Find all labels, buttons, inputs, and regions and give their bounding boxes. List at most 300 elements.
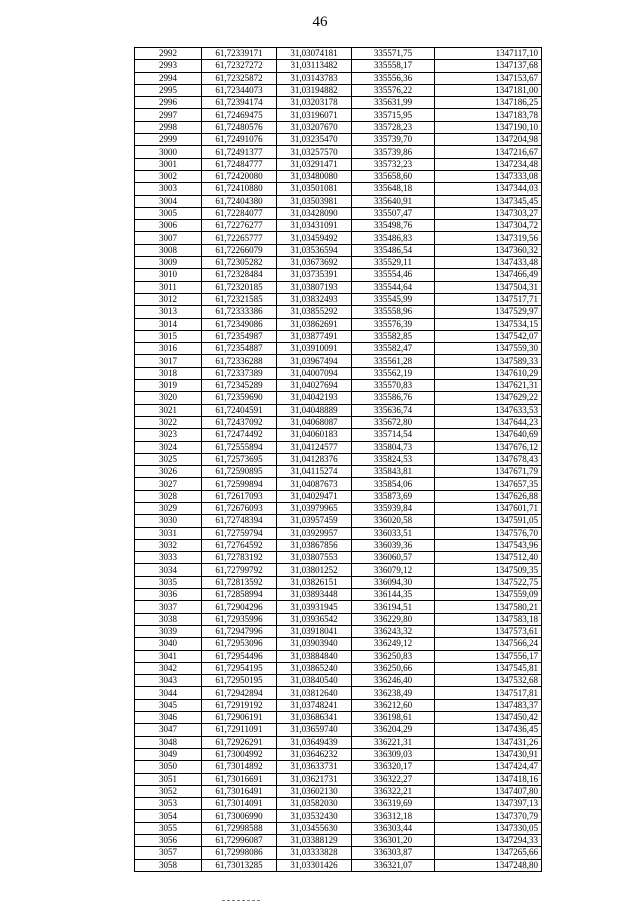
longitude-cell: 31,03196071 bbox=[277, 109, 352, 121]
table-row bbox=[135, 306, 542, 318]
table-row bbox=[135, 748, 542, 760]
y-coordinate-cell: 1347433,48 bbox=[435, 257, 542, 269]
y-coordinate-cell: 1347589,33 bbox=[435, 355, 542, 367]
table-row bbox=[135, 170, 542, 182]
table-row bbox=[135, 330, 542, 342]
latitude-cell: 61,72333386 bbox=[202, 306, 277, 318]
table-row bbox=[135, 724, 542, 736]
point-number-cell: 3023 bbox=[135, 429, 202, 441]
y-coordinate-cell: 1347216,67 bbox=[435, 146, 542, 158]
x-coordinate-cell: 335939,84 bbox=[352, 502, 435, 514]
x-coordinate-cell: 335843,81 bbox=[352, 466, 435, 478]
longitude-cell: 31,03646232 bbox=[277, 748, 352, 760]
x-coordinate-cell: 335576,39 bbox=[352, 318, 435, 330]
table-row bbox=[135, 220, 542, 232]
longitude-cell: 31,03884840 bbox=[277, 650, 352, 662]
point-number-cell: 3020 bbox=[135, 392, 202, 404]
x-coordinate-cell: 336144,35 bbox=[352, 589, 435, 601]
x-coordinate-cell: 336319,69 bbox=[352, 798, 435, 810]
latitude-cell: 61,72491377 bbox=[202, 146, 277, 158]
y-coordinate-cell: 1347601,71 bbox=[435, 502, 542, 514]
y-coordinate-cell: 1347621,31 bbox=[435, 380, 542, 392]
y-coordinate-cell: 1347556,17 bbox=[435, 650, 542, 662]
latitude-cell: 61,73014892 bbox=[202, 761, 277, 773]
point-number-cell: 3041 bbox=[135, 650, 202, 662]
x-coordinate-cell: 336303,44 bbox=[352, 822, 435, 834]
longitude-cell: 31,03867856 bbox=[277, 539, 352, 551]
x-coordinate-cell: 336212,60 bbox=[352, 699, 435, 711]
longitude-cell: 31,04007094 bbox=[277, 367, 352, 379]
x-coordinate-cell: 335631,99 bbox=[352, 97, 435, 109]
point-number-cell: 3047 bbox=[135, 724, 202, 736]
point-number-cell: 3057 bbox=[135, 847, 202, 859]
longitude-cell: 31,03893448 bbox=[277, 589, 352, 601]
point-number-cell: 3016 bbox=[135, 343, 202, 355]
point-number-cell: 3030 bbox=[135, 515, 202, 527]
point-number-cell: 3043 bbox=[135, 675, 202, 687]
point-number-cell: 3044 bbox=[135, 687, 202, 699]
latitude-cell: 61,73014091 bbox=[202, 798, 277, 810]
x-coordinate-cell: 336246,40 bbox=[352, 675, 435, 687]
x-coordinate-cell: 336250,83 bbox=[352, 650, 435, 662]
x-coordinate-cell: 335529,11 bbox=[352, 257, 435, 269]
y-coordinate-cell: 1347532,68 bbox=[435, 675, 542, 687]
point-number-cell: 3034 bbox=[135, 564, 202, 576]
point-number-cell: 3037 bbox=[135, 601, 202, 613]
y-coordinate-cell: 1347397,13 bbox=[435, 798, 542, 810]
latitude-cell: 61,72748394 bbox=[202, 515, 277, 527]
point-number-cell: 2995 bbox=[135, 84, 202, 96]
latitude-cell: 61,72344073 bbox=[202, 84, 277, 96]
longitude-cell: 31,03428090 bbox=[277, 207, 352, 219]
x-coordinate-cell: 336303,87 bbox=[352, 847, 435, 859]
table-row bbox=[135, 625, 542, 637]
point-number-cell: 3056 bbox=[135, 835, 202, 847]
longitude-cell: 31,03807193 bbox=[277, 281, 352, 293]
point-number-cell: 3028 bbox=[135, 490, 202, 502]
point-number-cell: 3031 bbox=[135, 527, 202, 539]
x-coordinate-cell: 336249,12 bbox=[352, 638, 435, 650]
table-row bbox=[135, 244, 542, 256]
y-coordinate-cell: 1347629,22 bbox=[435, 392, 542, 404]
latitude-cell: 61,73004992 bbox=[202, 748, 277, 760]
longitude-cell: 31,04060183 bbox=[277, 429, 352, 441]
x-coordinate-cell: 335582,47 bbox=[352, 343, 435, 355]
longitude-cell: 31,03903940 bbox=[277, 638, 352, 650]
x-coordinate-cell: 335636,74 bbox=[352, 404, 435, 416]
point-number-cell: 2996 bbox=[135, 97, 202, 109]
latitude-cell: 61,72947996 bbox=[202, 625, 277, 637]
y-coordinate-cell: 1347559,09 bbox=[435, 589, 542, 601]
longitude-cell: 31,03748241 bbox=[277, 699, 352, 711]
longitude-cell: 31,03301426 bbox=[277, 859, 352, 871]
x-coordinate-cell: 335854,06 bbox=[352, 478, 435, 490]
longitude-cell: 31,03865240 bbox=[277, 662, 352, 674]
longitude-cell: 31,04128376 bbox=[277, 453, 352, 465]
x-coordinate-cell: 336250,66 bbox=[352, 662, 435, 674]
latitude-cell: 61,72337389 bbox=[202, 367, 277, 379]
table-row bbox=[135, 207, 542, 219]
y-coordinate-cell: 1347483,37 bbox=[435, 699, 542, 711]
y-coordinate-cell: 1347543,96 bbox=[435, 539, 542, 551]
table-row bbox=[135, 232, 542, 244]
x-coordinate-cell: 335561,28 bbox=[352, 355, 435, 367]
y-coordinate-cell: 1347644,23 bbox=[435, 416, 542, 428]
longitude-cell: 31,03910091 bbox=[277, 343, 352, 355]
point-number-cell: 3045 bbox=[135, 699, 202, 711]
x-coordinate-cell: 335545,99 bbox=[352, 293, 435, 305]
x-coordinate-cell: 335576,22 bbox=[352, 84, 435, 96]
longitude-cell: 31,03291471 bbox=[277, 158, 352, 170]
point-number-cell: 3013 bbox=[135, 306, 202, 318]
y-coordinate-cell: 1347294,33 bbox=[435, 835, 542, 847]
x-coordinate-cell: 335571,75 bbox=[352, 48, 435, 60]
latitude-cell: 61,72480576 bbox=[202, 121, 277, 133]
longitude-cell: 31,04124577 bbox=[277, 441, 352, 453]
y-coordinate-cell: 1347450,42 bbox=[435, 712, 542, 724]
y-coordinate-cell: 1347640,69 bbox=[435, 429, 542, 441]
longitude-cell: 31,03877491 bbox=[277, 330, 352, 342]
x-coordinate-cell: 335507,47 bbox=[352, 207, 435, 219]
table-row bbox=[135, 158, 542, 170]
table-row bbox=[135, 97, 542, 109]
point-number-cell: 3038 bbox=[135, 613, 202, 625]
table-row bbox=[135, 687, 542, 699]
point-number-cell: 2993 bbox=[135, 60, 202, 72]
y-coordinate-cell: 1347512,40 bbox=[435, 552, 542, 564]
longitude-cell: 31,03673692 bbox=[277, 257, 352, 269]
x-coordinate-cell: 335558,96 bbox=[352, 306, 435, 318]
latitude-cell: 61,72437092 bbox=[202, 416, 277, 428]
table-row bbox=[135, 736, 542, 748]
y-coordinate-cell: 1347542,07 bbox=[435, 330, 542, 342]
longitude-cell: 31,03659740 bbox=[277, 724, 352, 736]
longitude-cell: 31,03936542 bbox=[277, 613, 352, 625]
table-row bbox=[135, 564, 542, 576]
longitude-cell: 31,03257570 bbox=[277, 146, 352, 158]
table-row bbox=[135, 343, 542, 355]
y-coordinate-cell: 1347234,48 bbox=[435, 158, 542, 170]
latitude-cell: 61,73006990 bbox=[202, 810, 277, 822]
y-coordinate-cell: 1347580,21 bbox=[435, 601, 542, 613]
point-number-cell: 3014 bbox=[135, 318, 202, 330]
y-coordinate-cell: 1347204,98 bbox=[435, 134, 542, 146]
table-row bbox=[135, 539, 542, 551]
latitude-cell: 61,72354987 bbox=[202, 330, 277, 342]
x-coordinate-cell: 335658,60 bbox=[352, 170, 435, 182]
table-row bbox=[135, 835, 542, 847]
longitude-cell: 31,03459492 bbox=[277, 232, 352, 244]
longitude-cell: 31,04048889 bbox=[277, 404, 352, 416]
latitude-cell: 61,72676093 bbox=[202, 502, 277, 514]
x-coordinate-cell: 336301,20 bbox=[352, 835, 435, 847]
x-coordinate-cell: 336033,51 bbox=[352, 527, 435, 539]
y-coordinate-cell: 1347676,12 bbox=[435, 441, 542, 453]
table-row bbox=[135, 589, 542, 601]
latitude-cell: 61,72998086 bbox=[202, 847, 277, 859]
longitude-cell: 31,03686341 bbox=[277, 712, 352, 724]
latitude-cell: 61,72305282 bbox=[202, 257, 277, 269]
y-coordinate-cell: 1347626,88 bbox=[435, 490, 542, 502]
longitude-cell: 31,03832493 bbox=[277, 293, 352, 305]
latitude-cell: 61,72906191 bbox=[202, 712, 277, 724]
x-coordinate-cell: 335728,23 bbox=[352, 121, 435, 133]
longitude-cell: 31,03602130 bbox=[277, 785, 352, 797]
latitude-cell: 61,72954496 bbox=[202, 650, 277, 662]
longitude-cell: 31,04115274 bbox=[277, 466, 352, 478]
point-number-cell: 3025 bbox=[135, 453, 202, 465]
y-coordinate-cell: 1347186,25 bbox=[435, 97, 542, 109]
latitude-cell: 61,72953096 bbox=[202, 638, 277, 650]
latitude-cell: 61,72904296 bbox=[202, 601, 277, 613]
point-number-cell: 3015 bbox=[135, 330, 202, 342]
x-coordinate-cell: 335498,76 bbox=[352, 220, 435, 232]
longitude-cell: 31,03207670 bbox=[277, 121, 352, 133]
table-row bbox=[135, 121, 542, 133]
y-coordinate-cell: 1347304,72 bbox=[435, 220, 542, 232]
table-row bbox=[135, 146, 542, 158]
longitude-cell: 31,03931945 bbox=[277, 601, 352, 613]
point-number-cell: 3003 bbox=[135, 183, 202, 195]
x-coordinate-cell: 335554,46 bbox=[352, 269, 435, 281]
latitude-cell: 61,72491076 bbox=[202, 134, 277, 146]
longitude-cell: 31,03918041 bbox=[277, 625, 352, 637]
x-coordinate-cell: 335558,17 bbox=[352, 60, 435, 72]
y-coordinate-cell: 1347566,24 bbox=[435, 638, 542, 650]
longitude-cell: 31,03967494 bbox=[277, 355, 352, 367]
y-coordinate-cell: 1347504,31 bbox=[435, 281, 542, 293]
longitude-cell: 31,04068087 bbox=[277, 416, 352, 428]
table-row bbox=[135, 380, 542, 392]
x-coordinate-cell: 336320,17 bbox=[352, 761, 435, 773]
latitude-cell: 61,72354887 bbox=[202, 343, 277, 355]
bottom-scan-mark bbox=[222, 900, 260, 901]
point-number-cell: 3018 bbox=[135, 367, 202, 379]
point-number-cell: 3048 bbox=[135, 736, 202, 748]
table-row bbox=[135, 699, 542, 711]
table-row bbox=[135, 478, 542, 490]
point-number-cell: 3017 bbox=[135, 355, 202, 367]
point-number-cell: 3024 bbox=[135, 441, 202, 453]
table-row bbox=[135, 441, 542, 453]
latitude-cell: 61,72813592 bbox=[202, 576, 277, 588]
y-coordinate-cell: 1347610,29 bbox=[435, 367, 542, 379]
point-number-cell: 3007 bbox=[135, 232, 202, 244]
y-coordinate-cell: 1347330,05 bbox=[435, 822, 542, 834]
y-coordinate-cell: 1347265,66 bbox=[435, 847, 542, 859]
point-number-cell: 3055 bbox=[135, 822, 202, 834]
longitude-cell: 31,03582030 bbox=[277, 798, 352, 810]
coordinates-table bbox=[134, 47, 542, 872]
latitude-cell: 61,72926291 bbox=[202, 736, 277, 748]
latitude-cell: 61,72919192 bbox=[202, 699, 277, 711]
latitude-cell: 61,72325872 bbox=[202, 72, 277, 84]
x-coordinate-cell: 335739,70 bbox=[352, 134, 435, 146]
point-number-cell: 3011 bbox=[135, 281, 202, 293]
table-row bbox=[135, 183, 542, 195]
y-coordinate-cell: 1347183,78 bbox=[435, 109, 542, 121]
longitude-cell: 31,03957459 bbox=[277, 515, 352, 527]
coordinates-table-body bbox=[135, 48, 542, 872]
point-number-cell: 3029 bbox=[135, 502, 202, 514]
table-row bbox=[135, 84, 542, 96]
table-row bbox=[135, 72, 542, 84]
point-number-cell: 3049 bbox=[135, 748, 202, 760]
x-coordinate-cell: 336198,61 bbox=[352, 712, 435, 724]
point-number-cell: 3001 bbox=[135, 158, 202, 170]
point-number-cell: 3005 bbox=[135, 207, 202, 219]
table-row bbox=[135, 269, 542, 281]
y-coordinate-cell: 1347671,79 bbox=[435, 466, 542, 478]
table-row bbox=[135, 613, 542, 625]
point-number-cell: 3032 bbox=[135, 539, 202, 551]
latitude-cell: 61,72404380 bbox=[202, 195, 277, 207]
point-number-cell: 3039 bbox=[135, 625, 202, 637]
latitude-cell: 61,72911091 bbox=[202, 724, 277, 736]
point-number-cell: 3027 bbox=[135, 478, 202, 490]
longitude-cell: 31,03203178 bbox=[277, 97, 352, 109]
table-row bbox=[135, 712, 542, 724]
longitude-cell: 31,03333828 bbox=[277, 847, 352, 859]
x-coordinate-cell: 336238,49 bbox=[352, 687, 435, 699]
x-coordinate-cell: 336309,03 bbox=[352, 748, 435, 760]
table-row bbox=[135, 392, 542, 404]
x-coordinate-cell: 335714,54 bbox=[352, 429, 435, 441]
point-number-cell: 3052 bbox=[135, 785, 202, 797]
longitude-cell: 31,03862691 bbox=[277, 318, 352, 330]
x-coordinate-cell: 336204,29 bbox=[352, 724, 435, 736]
y-coordinate-cell: 1347117,10 bbox=[435, 48, 542, 60]
table-row bbox=[135, 367, 542, 379]
latitude-cell: 61,72276277 bbox=[202, 220, 277, 232]
point-number-cell: 2994 bbox=[135, 72, 202, 84]
latitude-cell: 61,73016491 bbox=[202, 785, 277, 797]
x-coordinate-cell: 336322,27 bbox=[352, 773, 435, 785]
y-coordinate-cell: 1347522,75 bbox=[435, 576, 542, 588]
x-coordinate-cell: 336312,18 bbox=[352, 810, 435, 822]
longitude-cell: 31,03074181 bbox=[277, 48, 352, 60]
latitude-cell: 61,72410880 bbox=[202, 183, 277, 195]
latitude-cell: 61,72590895 bbox=[202, 466, 277, 478]
y-coordinate-cell: 1347333,08 bbox=[435, 170, 542, 182]
x-coordinate-cell: 335486,83 bbox=[352, 232, 435, 244]
table-row bbox=[135, 785, 542, 797]
y-coordinate-cell: 1347418,16 bbox=[435, 773, 542, 785]
x-coordinate-cell: 336243,32 bbox=[352, 625, 435, 637]
longitude-cell: 31,03621731 bbox=[277, 773, 352, 785]
table-row bbox=[135, 675, 542, 687]
longitude-cell: 31,03649439 bbox=[277, 736, 352, 748]
x-coordinate-cell: 335804,73 bbox=[352, 441, 435, 453]
point-number-cell: 3050 bbox=[135, 761, 202, 773]
y-coordinate-cell: 1347517,81 bbox=[435, 687, 542, 699]
point-number-cell: 2992 bbox=[135, 48, 202, 60]
longitude-cell: 31,04027694 bbox=[277, 380, 352, 392]
x-coordinate-cell: 336229,80 bbox=[352, 613, 435, 625]
table-row bbox=[135, 318, 542, 330]
x-coordinate-cell: 335570,83 bbox=[352, 380, 435, 392]
point-number-cell: 3036 bbox=[135, 589, 202, 601]
y-coordinate-cell: 1347678,43 bbox=[435, 453, 542, 465]
latitude-cell: 61,72469475 bbox=[202, 109, 277, 121]
point-number-cell: 3008 bbox=[135, 244, 202, 256]
point-number-cell: 3009 bbox=[135, 257, 202, 269]
x-coordinate-cell: 335648,18 bbox=[352, 183, 435, 195]
y-coordinate-cell: 1347431,26 bbox=[435, 736, 542, 748]
longitude-cell: 31,03855292 bbox=[277, 306, 352, 318]
x-coordinate-cell: 336060,57 bbox=[352, 552, 435, 564]
latitude-cell: 61,72764592 bbox=[202, 539, 277, 551]
latitude-cell: 61,72284077 bbox=[202, 207, 277, 219]
table-row bbox=[135, 847, 542, 859]
point-number-cell: 2997 bbox=[135, 109, 202, 121]
latitude-cell: 61,72484777 bbox=[202, 158, 277, 170]
table-row bbox=[135, 355, 542, 367]
point-number-cell: 3042 bbox=[135, 662, 202, 674]
table-row bbox=[135, 515, 542, 527]
latitude-cell: 61,72345289 bbox=[202, 380, 277, 392]
longitude-cell: 31,03501081 bbox=[277, 183, 352, 195]
latitude-cell: 61,72321585 bbox=[202, 293, 277, 305]
longitude-cell: 31,03807553 bbox=[277, 552, 352, 564]
table-row bbox=[135, 60, 542, 72]
y-coordinate-cell: 1347181,00 bbox=[435, 84, 542, 96]
longitude-cell: 31,03840540 bbox=[277, 675, 352, 687]
latitude-cell: 61,72266079 bbox=[202, 244, 277, 256]
x-coordinate-cell: 335544,64 bbox=[352, 281, 435, 293]
x-coordinate-cell: 335873,69 bbox=[352, 490, 435, 502]
table-row bbox=[135, 527, 542, 539]
y-coordinate-cell: 1347573,61 bbox=[435, 625, 542, 637]
longitude-cell: 31,03503981 bbox=[277, 195, 352, 207]
point-number-cell: 3021 bbox=[135, 404, 202, 416]
longitude-cell: 31,03113482 bbox=[277, 60, 352, 72]
page-number: 46 bbox=[312, 14, 328, 30]
point-number-cell: 3040 bbox=[135, 638, 202, 650]
point-number-cell: 3051 bbox=[135, 773, 202, 785]
latitude-cell: 61,72327272 bbox=[202, 60, 277, 72]
table-row bbox=[135, 601, 542, 613]
latitude-cell: 61,73013285 bbox=[202, 859, 277, 871]
longitude-cell: 31,03929957 bbox=[277, 527, 352, 539]
longitude-cell: 31,03812640 bbox=[277, 687, 352, 699]
y-coordinate-cell: 1347303,27 bbox=[435, 207, 542, 219]
point-number-cell: 3054 bbox=[135, 810, 202, 822]
table-row bbox=[135, 822, 542, 834]
latitude-cell: 61,72954195 bbox=[202, 662, 277, 674]
x-coordinate-cell: 335672,80 bbox=[352, 416, 435, 428]
x-coordinate-cell: 335824,53 bbox=[352, 453, 435, 465]
y-coordinate-cell: 1347370,79 bbox=[435, 810, 542, 822]
y-coordinate-cell: 1347407,80 bbox=[435, 785, 542, 797]
latitude-cell: 61,72996087 bbox=[202, 835, 277, 847]
table-row bbox=[135, 502, 542, 514]
x-coordinate-cell: 335586,76 bbox=[352, 392, 435, 404]
x-coordinate-cell: 336194,51 bbox=[352, 601, 435, 613]
y-coordinate-cell: 1347509,35 bbox=[435, 564, 542, 576]
table-row bbox=[135, 650, 542, 662]
latitude-cell: 61,72950195 bbox=[202, 675, 277, 687]
y-coordinate-cell: 1347517,71 bbox=[435, 293, 542, 305]
latitude-cell: 61,72783192 bbox=[202, 552, 277, 564]
y-coordinate-cell: 1347529,97 bbox=[435, 306, 542, 318]
y-coordinate-cell: 1347436,45 bbox=[435, 724, 542, 736]
longitude-cell: 31,04087673 bbox=[277, 478, 352, 490]
table-row bbox=[135, 662, 542, 674]
table-row bbox=[135, 453, 542, 465]
point-number-cell: 3002 bbox=[135, 170, 202, 182]
point-number-cell: 3026 bbox=[135, 466, 202, 478]
